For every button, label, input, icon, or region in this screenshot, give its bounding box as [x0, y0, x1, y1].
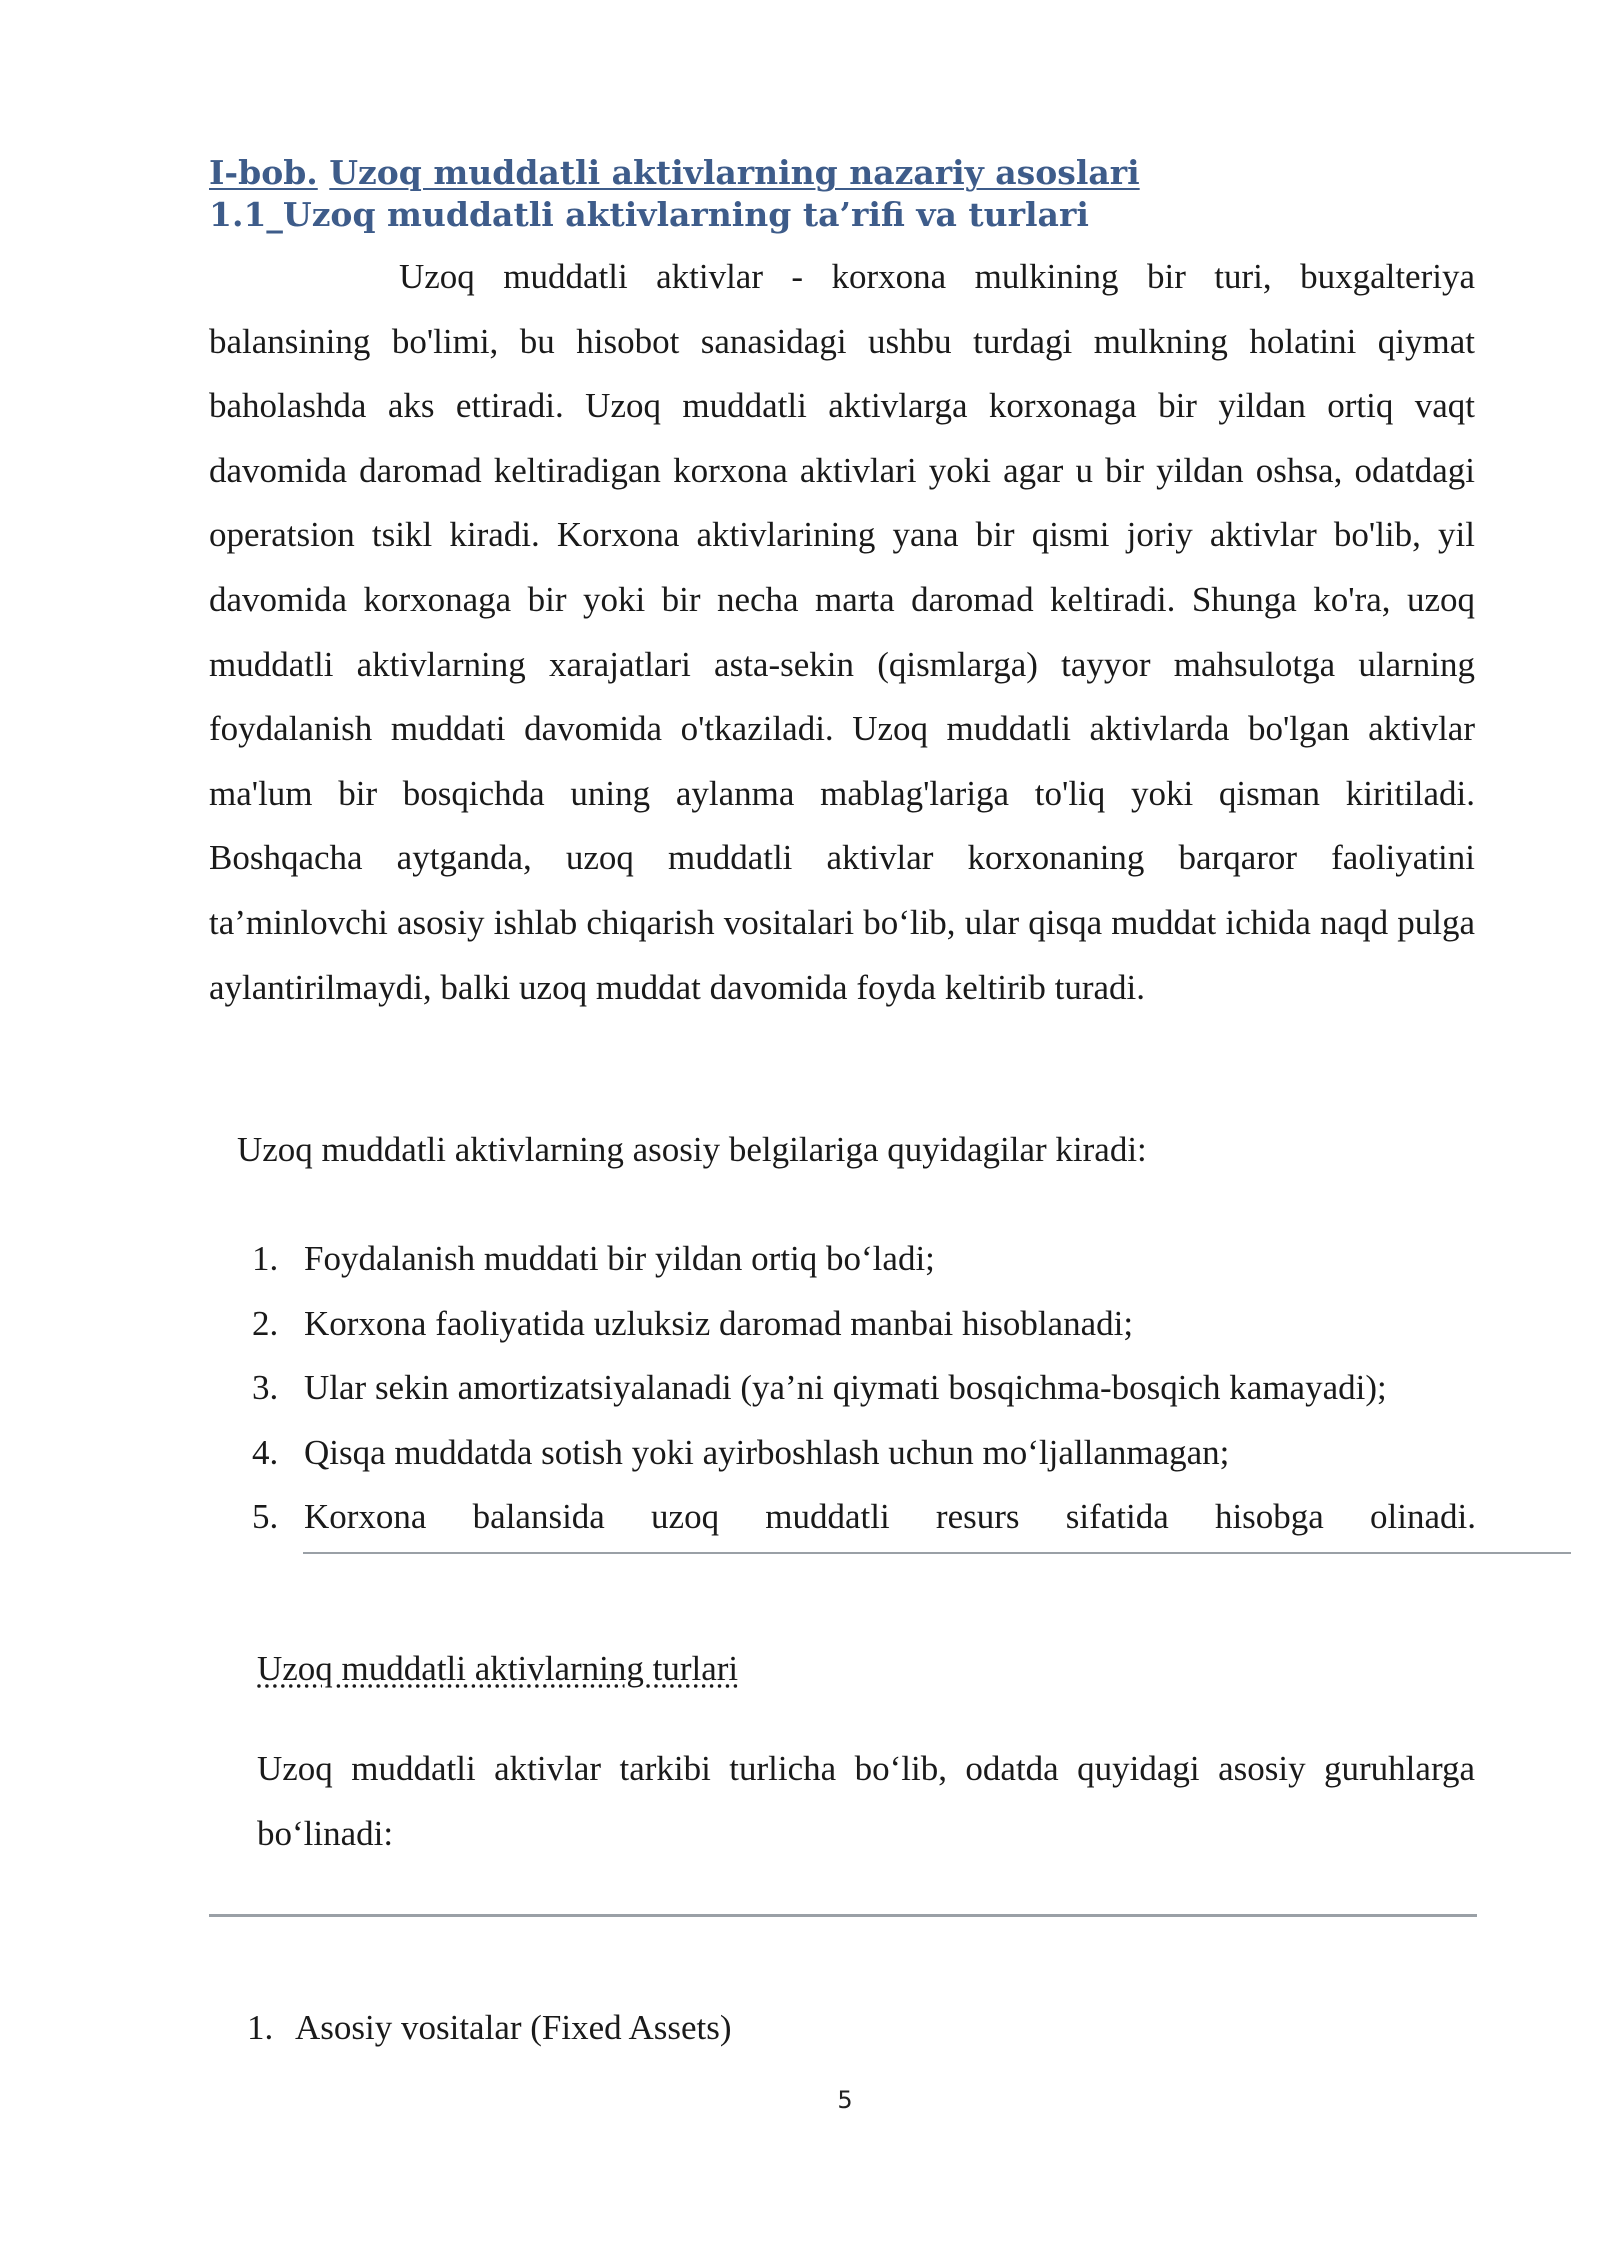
features-list — [252, 1227, 1476, 1550]
list-item-text: Korxona faoliyatida uzluksiz daromad manbai hisoblanadi; — [304, 1303, 1134, 1343]
page-number: 5 — [837, 2086, 853, 2114]
list-item-number: 4. — [252, 1432, 279, 1472]
list-item-text: Qisqa muddatda sotish yoki ayirboshlash uchun mo‘ljallanmagan; — [304, 1432, 1230, 1472]
main-paragraph: Uzoq muddatli aktivlar - korxona mulkining bir turi, buxgalteriya balansining bo'limi, bu hisobot sanasidagi ushbu turdagi mulkning holatini qiymat baholashda aks ettiradi. Uzoq muddatli aktivlarga korxonaga bir yildan ortiq vaqt davomida daromad keltiradigan korxona aktivlari yoki agar u bir yildan oshsa, odatdagi operatsion tsikl kiradi. Korxona aktivlarining yana bir qismi joriy aktivlar bo'lib, yil davomida korxonaga bir yoki bir necha marta daromad keltiradi. Shunga ko'ra, uzoq muddatli aktivlarning xarajatlari asta-sekin (qismlarga) tayyor mahsulotga ularning foydalanish muddati davomida o'tkaziladi. Uzoq muddatli aktivlarda bo'lgan aktivlar ma'lum bir bosqichda uning aylanma mablag'lariga to'liq yoki qisman kiritiladi. Boshqacha aytganda, uzoq muddatli aktivlar korxonaning barqaror faoliyatini ta’minlovchi asosiy ishlab chiqarish vositalari bo‘lib, ular qisqa muddat ichida naqd pulga aylantirilmaydi, balki uzoq muddat davomida foyda keltirib turadi. — [209, 257, 1475, 1007]
list-item-number: 5. — [252, 1497, 279, 1536]
list-item — [252, 1485, 1476, 1550]
list-item — [252, 1292, 1476, 1357]
section-heading: 1.1_Uzoq muddatli aktivlarning ta’rifi va turlari — [209, 195, 1089, 234]
types-paragraph: Uzoq muddatli aktivlar tarkibi turlicha bo‘lib, odatda quyidagi asosiy guruhlarga bo‘linadi: — [257, 1749, 1475, 1853]
types-list — [247, 2002, 732, 2054]
list-item-number: 3. — [252, 1368, 279, 1407]
list-item-number: 1. — [247, 2008, 274, 2047]
list-item-number: 1. — [252, 1239, 279, 1278]
features-intro: Uzoq muddatli aktivlarning asosiy belgilariga quyidagilar kiradi: — [237, 1130, 1147, 1169]
types-subheading-link[interactable]: Uzoq muddatli aktivlarning turlari — [257, 1649, 739, 1688]
chapter-heading-prefix: I-bob. — [209, 153, 318, 192]
horizontal-divider — [303, 1552, 1571, 1554]
list-item — [252, 1356, 1476, 1421]
list-item-text: Foydalanish muddati bir yildan ortiq bo‘ladi; — [304, 1239, 935, 1278]
list-item-text: Ular sekin amortizatsiyalanadi (ya’ni qiymati bosqichma-bosqich kamayadi); — [304, 1368, 1387, 1407]
chapter-heading-title: Uzoq muddatli aktivlarning nazariy asoslari — [329, 153, 1140, 192]
list-item — [252, 1421, 1476, 1486]
list-item — [247, 2002, 732, 2054]
list-item-number: 2. — [252, 1303, 279, 1343]
list-item — [252, 1227, 1476, 1292]
list-item-text: Asosiy vositalar (Fixed Assets) — [295, 2008, 732, 2047]
chapter-heading — [209, 152, 1140, 194]
horizontal-divider — [209, 1914, 1477, 1917]
list-item-text: Korxona balansida uzoq muddatli resurs sifatida hisobga olinadi. — [304, 1497, 1476, 1536]
